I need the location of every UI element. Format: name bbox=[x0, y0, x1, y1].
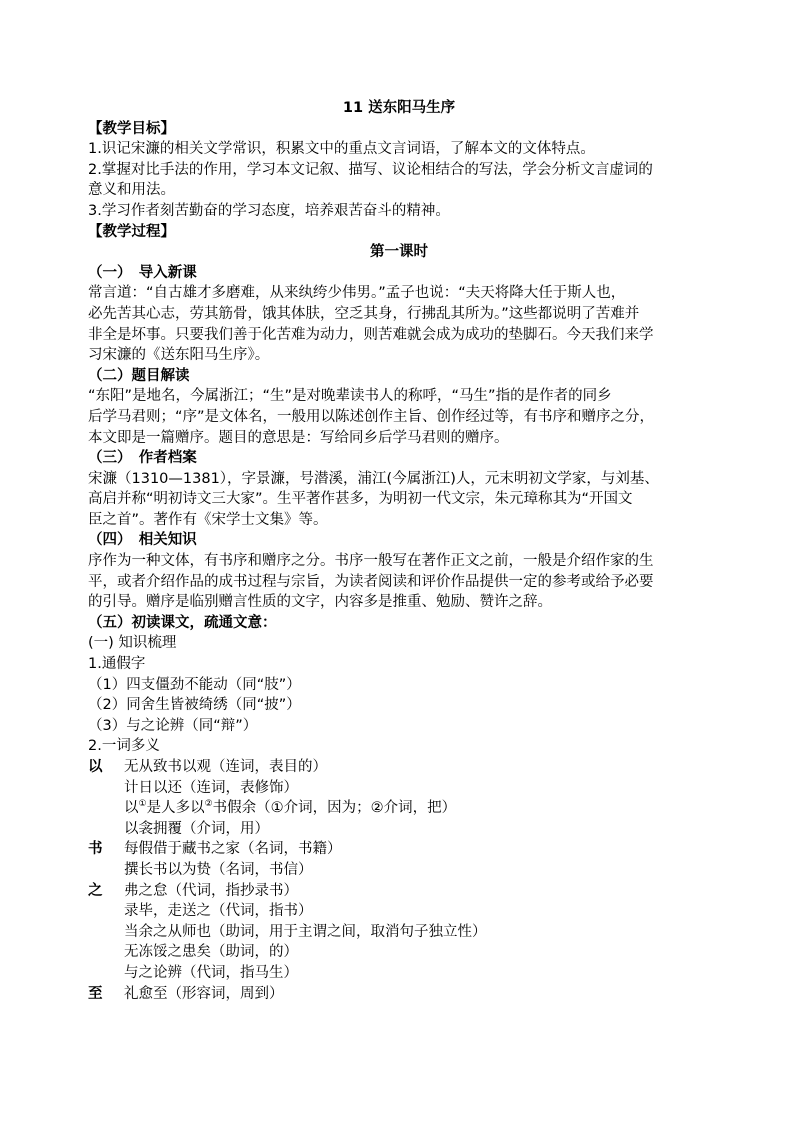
section-1-line-4: 习宋濂的《送东阳马生序》。 bbox=[88, 347, 270, 364]
word-zhi-row-5 bbox=[88, 963, 710, 984]
duoyi-heading: 2.一词多义 bbox=[88, 738, 160, 755]
word-zhi2-row-1 bbox=[88, 984, 710, 1005]
section-5-heading: （五）初读课文，疏通文意： bbox=[88, 614, 277, 631]
goal-item-3: 3.学习作者刻苦勤奋的学习态度，培养艰苦奋斗的精神。 bbox=[88, 202, 450, 219]
word-yi-example-2: 计日以还（连词，表修饰） bbox=[124, 779, 298, 796]
section-2-line-1: “东阳”是地名，今属浙江；“生”是对晚辈读书人的称呼，“马生”指的是作者的同乡 bbox=[88, 388, 612, 405]
word-zhi2-example-1: 礼愈至（形容词，周到） bbox=[124, 985, 284, 1002]
section-4-line-3: 的引导。赠序是临别赠言性质的文字，内容多是推重、勉励、赞许之辞。 bbox=[88, 594, 552, 611]
word-yi-row-1 bbox=[88, 757, 710, 778]
section-4-line-2: 平，或者介绍作品的成书过程与宗旨，为读者阅读和评价作品提供一定的参考或给予必要 bbox=[88, 573, 654, 590]
section-3-line-3: 臣之首”。著作有《宋学士文集》等。 bbox=[88, 511, 328, 528]
section-3-line-2: 高启并称“明初诗文三大家”。生平著作甚多，为明初一代文宗，朱元璋称其为“开国文 bbox=[88, 491, 633, 508]
lesson-heading: 第一课时 bbox=[370, 244, 428, 261]
document-page bbox=[88, 98, 710, 1004]
tongjia-item-3: （3）与之论辨（同“辩”） bbox=[88, 717, 258, 734]
word-yi-example-3: 以①是人多以②书假余（①介词，因为；②介词，把） bbox=[124, 799, 457, 817]
section-3-heading: （三） 作者档案 bbox=[88, 450, 197, 467]
section-2-line-3: 本文即是一篇赠序。题目的意思是：写给同乡后学马君则的赠序。 bbox=[88, 429, 509, 446]
word-yi-char: 以 bbox=[88, 759, 103, 775]
word-zhi2-char: 至 bbox=[88, 985, 103, 1002]
section-1-line-3: 非全是坏事。只要我们善于化苦难为动力，则苦难就会成为成功的垫脚石。今天我们来学 bbox=[88, 326, 654, 343]
section-1-line-2: 必先苦其心志，劳其筋骨，饿其体肤，空乏其身，行拂乱其所为。”这些都说明了苦难并 bbox=[88, 305, 640, 322]
tongjia-item-2: （2）同舍生皆被绮绣（同“披”） bbox=[88, 697, 301, 714]
word-shu-row-1 bbox=[88, 839, 710, 860]
word-zhi-example-4: 无冻馁之患矣（助词，的） bbox=[124, 944, 298, 961]
word-shu-row-2 bbox=[88, 860, 710, 881]
section-4-heading: （四） 相关知识 bbox=[88, 532, 197, 549]
word-zhi-row-4 bbox=[88, 942, 710, 963]
word-shu-example-2: 撰长书以为贽（名词，书信） bbox=[124, 861, 313, 878]
word-zhi-example-2: 录毕，走送之（代词，指书） bbox=[124, 903, 313, 920]
word-shu-example-1: 每假借于藏书之家（名词，书籍） bbox=[124, 841, 342, 858]
word-yi-example-4: 以衾拥覆（介词，用） bbox=[124, 820, 269, 837]
document-title: 11 送东阳马生序 bbox=[342, 100, 456, 116]
word-zhi-char: 之 bbox=[88, 882, 103, 899]
process-heading: 【教学过程】 bbox=[88, 223, 175, 240]
goal-item-2-line-2: 意义和用法。 bbox=[88, 182, 175, 199]
word-yi-row-4 bbox=[88, 819, 710, 840]
word-zhi-example-3: 当余之从师也（助词，用于主谓之间，取消句子独立性） bbox=[124, 923, 487, 940]
word-zhi-row-2 bbox=[88, 901, 710, 922]
word-zhi-row-1 bbox=[88, 881, 710, 902]
goal-item-2-line-1: 2.掌握对比手法的作用，学习本文记叙、描写、议论相结合的写法，学会分析文言虚词的 bbox=[88, 161, 653, 178]
section-2-heading: （二）题目解读 bbox=[88, 367, 190, 384]
word-yi-row-3 bbox=[88, 798, 710, 819]
tongjia-heading: 1.通假字 bbox=[88, 656, 146, 673]
word-zhi-row-3 bbox=[88, 922, 710, 943]
section-1-heading: （一） 导入新课 bbox=[88, 264, 197, 281]
word-yi-example-1: 无从致书以观（连词，表目的） bbox=[124, 759, 327, 775]
word-yi-row-2 bbox=[88, 778, 710, 799]
section-1-line-1: 常言道：“自古雄才多磨难，从来纨绔少伟男。”孟子也说：“夫天将降大任于斯人也， bbox=[88, 285, 626, 302]
section-3-line-1: 宋濂（1310—1381），字景濂，号潜溪，浦江(今属浙江)人，元末明初文学家，与刘基、 bbox=[88, 470, 659, 487]
goal-item-1: 1.识记宋濂的相关文学常识，积累文中的重点文言词语，了解本文的文体特点。 bbox=[88, 141, 595, 158]
word-zhi-example-5: 与之论辨（代词，指马生） bbox=[124, 964, 298, 981]
knowledge-subheading: (一) 知识梳理 bbox=[88, 635, 177, 652]
goals-heading: 【教学目标】 bbox=[88, 120, 175, 137]
section-2-line-2: 后学马君则；“序”是文体名，一般用以陈述创作主旨、创作经过等，有书序和赠序之分， bbox=[88, 408, 655, 425]
section-4-line-1: 序作为一种文体，有书序和赠序之分。书序一般写在著作正文之前，一般是介绍作家的生 bbox=[88, 553, 654, 570]
word-shu-char: 书 bbox=[88, 841, 103, 858]
tongjia-item-1: （1）四支僵劲不能动（同“肢”） bbox=[88, 676, 301, 693]
word-zhi-example-1: 弗之怠（代词，指抄录书） bbox=[124, 882, 298, 899]
